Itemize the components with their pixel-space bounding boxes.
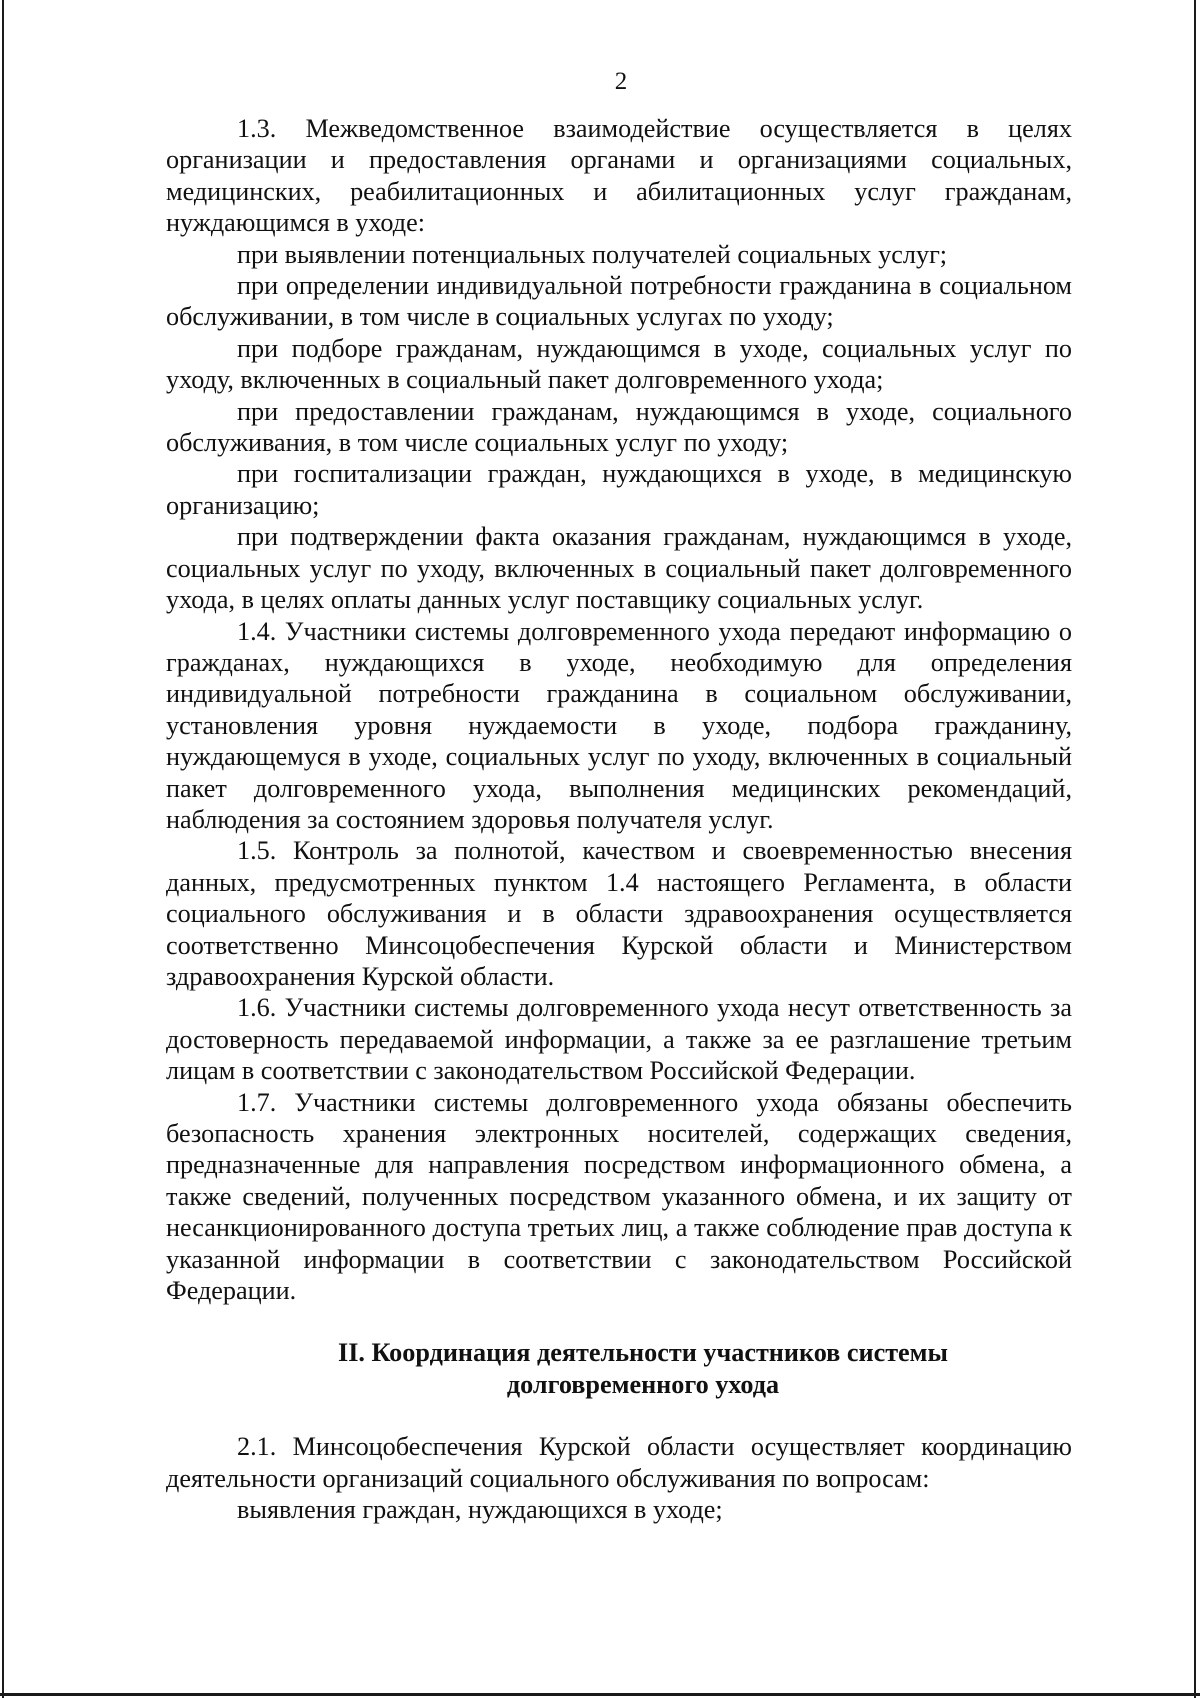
paragraph-2-1: 2.1. Минсоцобеспечения Курской области осуществляет координацию деятельности организаций социального обслуживания по вопросам: [166,1432,1072,1493]
scan-edge-right [1194,0,1196,1698]
paragraph-item: при подтверждении факта оказания гражданам, нуждающимся в уходе, социальных услуг по уходу, включенных в социальный пакет долговременного ухода, в целях оплаты данных услуг поставщику социальных услуг. [166,522,1072,615]
paragraph-1-3: 1.3. Межведомственное взаимодействие осуществляется в целях организации и предоставления органами и организациями социальных, медицинских, реабилитационных и абилитационных услуг гражданам, нуждающимся в уходе: [166,114,1072,238]
section-heading [214,1337,1072,1400]
paragraph-item: выявления граждан, нуждающихся в уходе; [237,1495,723,1525]
spacer [166,1400,1072,1431]
section-heading-line-1: II. Координация деятельности участников системы [338,1338,948,1368]
paragraph-1-7: 1.7. Участники системы долговременного ухода обязаны обеспечить безопасность хранения электронных носителей, содержащих сведения, предназначенные для направления посредством информационного обмена, а также сведений, полученных посредством указанного обмена, и их защиту от несанкционированного доступа третьих лиц, а также соблюдение прав доступа к указанной информации в соответствии с законодательством Российской Федерации. [166,1087,1072,1306]
paragraph-item: при госпитализации граждан, нуждающихся в уходе, в медицинскую организацию; [166,459,1072,520]
scan-edge-bottom [0,1693,1200,1696]
document-body [166,113,1072,1525]
paragraph-1-4: 1.4. Участники системы долговременного ухода передают информацию о гражданах, нуждающихся в уходе, необходимую для определения индивидуальной потребности гражданина в социальном обслуживании, установления уровня нуждаемости в уходе, подбора гражданину, нуждающемуся в уходе, социальных услуг по уходу, включенных в социальный пакет долговременного ухода, выполнения медицинских рекомендаций, наблюдения за состоянием здоровья получателя услуг. [166,616,1072,834]
paragraph-item: при подборе гражданам, нуждающимся в уходе, социальных услуг по уходу, включенных в социальный пакет долговременного ухода; [166,333,1072,395]
paragraph-1-6: 1.6. Участники системы долговременного ухода несут ответственность за достоверность передаваемой информации, а также за ее разглашение третьим лицам в соответствии с законодательством Российской Федерации. [166,993,1072,1086]
scan-edge-left [2,0,4,1698]
page-number: 2 [614,68,628,95]
paragraph-item: при предоставлении гражданам, нуждающимся в уходе, социального обслуживания, в том числе социальных услуг по уходу; [166,396,1072,458]
paragraph-1-5: 1.5. Контроль за полнотой, качеством и своевременностью внесения данных, предусмотренных пунктом 1.4 настоящего Регламента, в области социального обслуживания и в области здравоохранения осуществляется соответственно Минсоцобеспечения Курской области и Министерством здравоохранения Курской области. [166,836,1072,991]
paragraph-item: при выявлении потенциальных получателей социальных услуг; [237,239,948,269]
section-heading-line-2: долговременного ухода [506,1369,780,1399]
paragraph-item: при определении индивидуальной потребности гражданина в социальном обслуживании, в том числе в социальных услугах по уходу; [166,271,1072,332]
